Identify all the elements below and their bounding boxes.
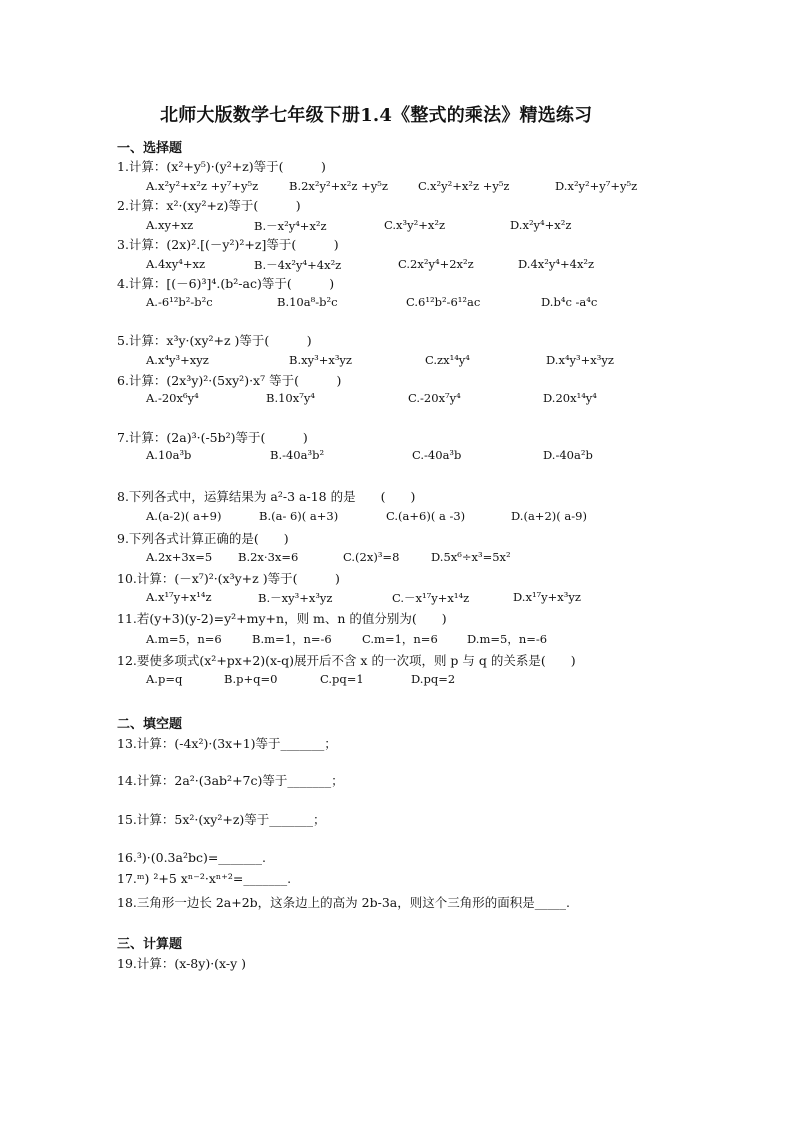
question-10-option-c: C.－x¹⁷y+x¹⁴z <box>392 591 470 605</box>
section-heading-fill: 二、填空题 <box>117 717 183 732</box>
question-1-option-a: A.x²y²+x²z +y⁷+y⁵z <box>146 179 259 193</box>
question-8-option-c: C.(a+6)( a -3) <box>386 509 466 523</box>
question-11: 11.若(y+3)(y-2)=y²+my+n，则 m、n 的值分别为( ) <box>117 611 447 626</box>
question-9: 9.下列各式计算正确的是( ) <box>117 531 289 546</box>
question-10: 10.计算：(－x⁷)²·(x³y+z )等于( ) <box>117 571 340 586</box>
question-3-option-b: B.－4x²y⁴+4x²z <box>254 258 342 272</box>
question-11-option-d: D.m=5，n=-6 <box>467 632 548 646</box>
question-11-option-a: A.m=5，n=6 <box>146 632 222 646</box>
question-13: 13.计算：(-4x²)·(3x+1)等于_______； <box>117 736 337 751</box>
question-9-option-c: C.(2x)³=8 <box>343 550 400 564</box>
question-7-option-b: B.-40a³b² <box>270 448 325 462</box>
question-9-option-d: D.5x⁶÷x³=5x² <box>431 550 511 564</box>
question-1: 1.计算：(x²+y⁵)·(y²+z)等于( ) <box>117 159 326 174</box>
question-6-option-b: B.10x⁷y⁴ <box>266 391 315 405</box>
question-19: 19.计算：(x-8y)·(x-y ) <box>117 956 247 971</box>
question-7-option-d: D.-40a²b <box>543 448 593 462</box>
question-3-option-a: A.4xy⁴+xz <box>146 257 206 271</box>
question-15: 15.计算：5x²·(xy²+z)等于_______； <box>117 812 326 827</box>
question-4-option-d: D.b⁴c -a⁴c <box>541 295 598 309</box>
question-1-option-c: C.x²y²+x²z +y⁵z <box>418 179 510 193</box>
question-8-option-b: B.(a- 6)( a+3) <box>259 509 339 523</box>
question-10-option-d: D.x¹⁷y+x³yz <box>513 590 581 604</box>
question-12-option-b: B.p+q=0 <box>224 672 278 686</box>
question-4: 4.计算：[(－6)³]⁴.(b²-ac)等于( ) <box>117 276 335 291</box>
question-18: 18.三角形一边长 2a+2b，这条边上的高为 2b-3a，则这个三角形的面积是_____. <box>117 895 570 910</box>
question-7: 7.计算：(2a)³·(-5b²)等于( ) <box>117 430 308 445</box>
question-5-option-a: A.x⁴y³+xyz <box>146 353 209 367</box>
question-12-option-c: C.pq=1 <box>320 672 364 686</box>
question-2: 2.计算：x²·(xy²+z)等于( ) <box>117 198 301 213</box>
question-4-option-b: B.10a⁸-b²c <box>277 295 338 309</box>
section-heading-choice: 一、选择题 <box>117 141 183 156</box>
question-8-option-d: D.(a+2)( a-9) <box>511 509 587 523</box>
question-4-option-a: A.-6¹²b²-b²c <box>146 295 213 309</box>
question-3-option-d: D.4x²y⁴+4x²z <box>518 257 595 271</box>
question-8: 8.下列各式中，运算结果为 a²-3 a-18 的是 ( ) <box>117 489 416 504</box>
question-7-option-a: A.10a³b <box>146 448 192 462</box>
question-3-option-c: C.2x²y⁴+2x²z <box>398 257 474 271</box>
question-6-option-a: A.-20x⁶y⁴ <box>146 391 199 405</box>
section-heading-calc: 三、计算题 <box>117 937 183 952</box>
question-11-option-b: B.m=1，n=-6 <box>252 632 332 646</box>
question-5-option-c: C.zx¹⁴y⁴ <box>425 353 470 367</box>
question-2-option-c: C.x³y²+x²z <box>384 218 446 232</box>
question-5-option-b: B.xy³+x³yz <box>289 353 352 367</box>
question-1-option-d: D.x²y²+y⁷+y⁵z <box>555 179 638 193</box>
question-6-option-d: D.20x¹⁴y⁴ <box>543 391 597 405</box>
question-1-option-b: B.2x²y²+x²z +y⁵z <box>289 179 388 193</box>
question-5: 5.计算：x³y·(xy²+z )等于( ) <box>117 333 312 348</box>
question-16: 16.³)·(0.3a²bc)=_______. <box>117 850 267 865</box>
question-10-option-b: B.－xy³+x³yz <box>258 591 333 605</box>
page-title: 北师大版数学七年级下册1.4《整式的乘法》精选练习 <box>160 105 593 126</box>
question-12-option-d: D.pq=2 <box>411 672 456 686</box>
question-12-option-a: A.p=q <box>146 672 183 686</box>
question-14: 14.计算：2a²·(3ab²+7c)等于_______； <box>117 773 344 788</box>
question-17: 17.ᵐ) ²+5 xⁿ⁻²·xⁿ⁺²=_______. <box>117 871 292 886</box>
question-9-option-b: B.2x·3x=6 <box>238 550 299 564</box>
question-7-option-c: C.-40a³b <box>412 448 462 462</box>
question-5-option-d: D.x⁴y³+x³yz <box>546 353 614 367</box>
question-2-option-b: B.－x²y⁴+x²z <box>254 219 327 233</box>
question-2-option-d: D.x²y⁴+x²z <box>510 218 572 232</box>
question-10-option-a: A.x¹⁷y+x¹⁴z <box>146 590 212 604</box>
question-6: 6.计算：(2x³y)²·(5xy²)·x⁷ 等于( ) <box>117 373 342 388</box>
question-9-option-a: A.2x+3x=5 <box>146 550 213 564</box>
question-3: 3.计算：(2x)².[(－y²)²+z]等于( ) <box>117 237 339 252</box>
question-12: 12.要使多项式(x²+px+2)(x-q)展开后不含 x 的一次项，则 p 与 q 的关系是( ) <box>117 653 576 668</box>
question-2-option-a: A.xy+xz <box>146 218 194 232</box>
question-8-option-a: A.(a-2)( a+9) <box>146 509 222 523</box>
question-4-option-c: C.6¹²b²-6¹²ac <box>406 295 481 309</box>
question-11-option-c: C.m=1，n=6 <box>362 632 438 646</box>
question-6-option-c: C.-20x⁷y⁴ <box>408 391 461 405</box>
